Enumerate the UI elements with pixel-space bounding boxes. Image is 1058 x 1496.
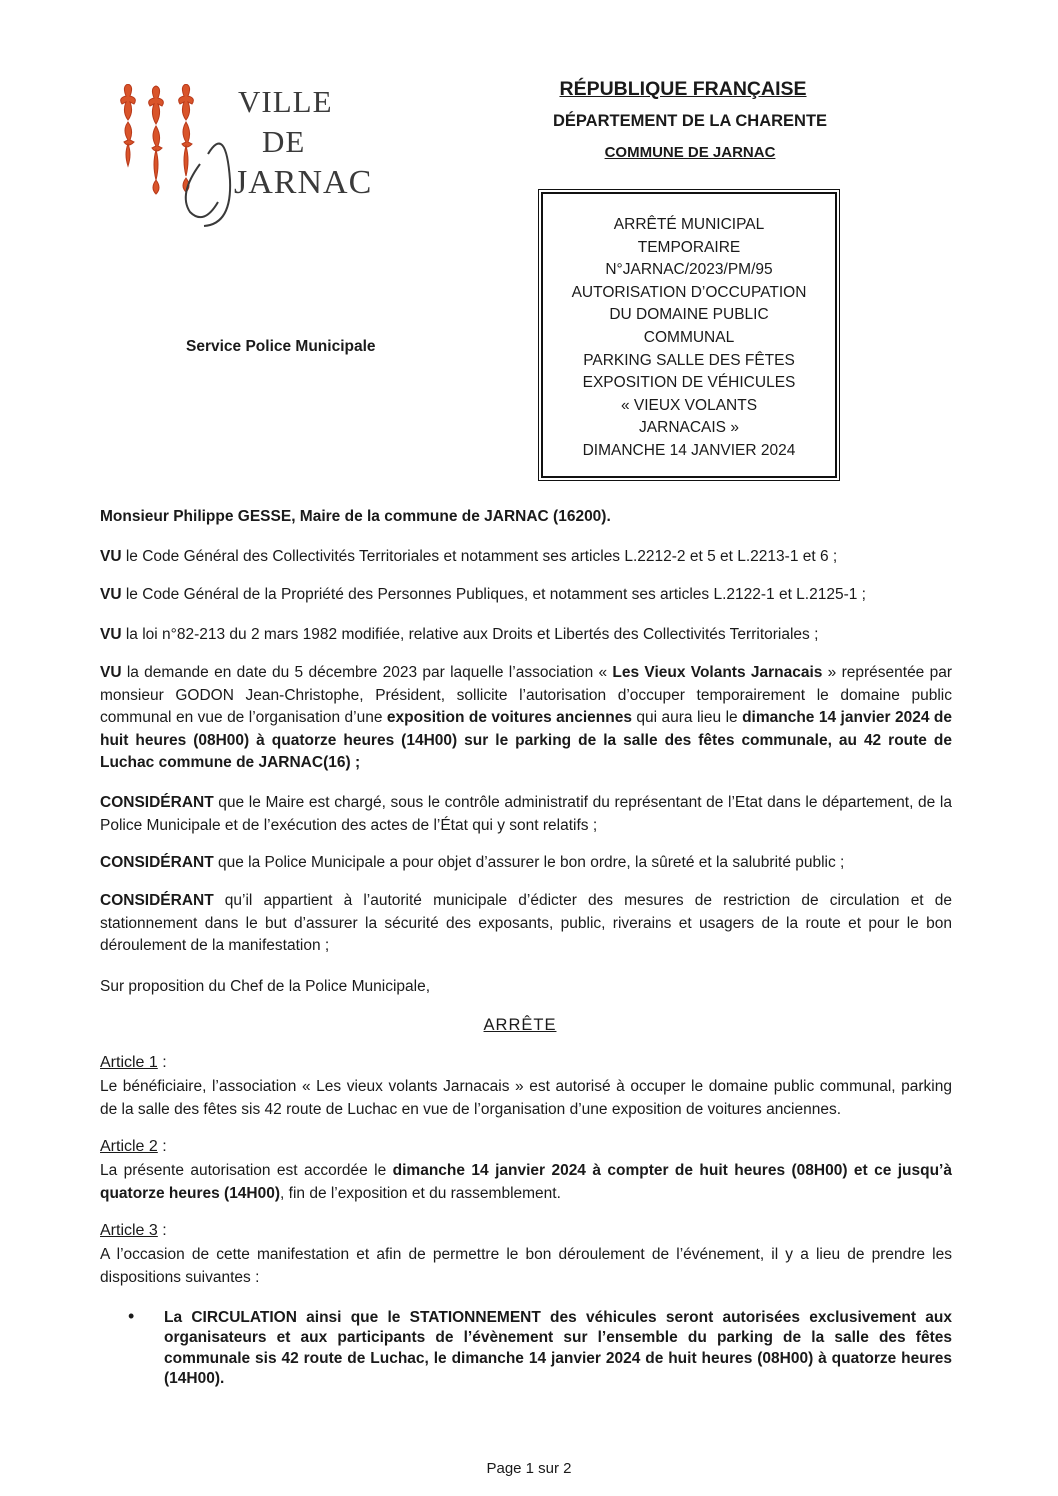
vu-keyword: VU xyxy=(100,626,122,643)
considerant-keyword: CONSIDÉRANT xyxy=(100,794,214,811)
article-2-text xyxy=(100,1160,952,1205)
logo-de-text: DE xyxy=(262,124,306,159)
article-1-text: Le bénéficiaire, l’association « Les vieux volants Jarnacais » est autorisé à occuper le domaine public communal, parking de la salle des fêtes sis 42 route de Luchac en vue de l’organisation d’une exposition de voitures anciennes. xyxy=(100,1078,952,1118)
arrete-title-lines xyxy=(543,214,835,463)
vu-keyword: VU xyxy=(100,548,122,565)
bullet-text: La CIRCULATION ainsi que le STATIONNEMENT des véhicules seront autorisées exclusivement aux organisateurs et aux participants de l’évènement sur l’ensemble du parking de la salle des fêtes communale sis 42 route de Luchac, le dimanche 14 janvier 2024 de huit heures (08H00) à quatorze heures (14H00). xyxy=(164,1309,952,1387)
article-1-heading xyxy=(100,1054,167,1072)
title-box-line: JARNACAIS » xyxy=(639,419,739,437)
title-box-line: COMMUNAL xyxy=(643,328,735,346)
proposition-line: Sur proposition du Chef de la Police Municipale, xyxy=(100,978,430,995)
considerant-keyword: CONSIDÉRANT xyxy=(100,854,214,871)
article-3-text: A l’occasion de cette manifestation et afin de permettre le bon déroulement de l’événement, il y a lieu de prendre les dispositions suivantes : xyxy=(100,1246,952,1286)
article-label: Article 3 xyxy=(100,1222,158,1239)
article-colon: : xyxy=(157,1054,167,1071)
article-date-text: dimanche 14 janvier 2024 à compter de huit heures (08H00) et ce jusqu’à quatorze heures (14H00) xyxy=(100,1162,952,1202)
vu-text: le Code Général des Collectivités Territoriales et notamment ses articles L.2212-2 et 5 et L.2213-1 et 6 ; xyxy=(121,548,838,565)
title-box-line: DU DOMAINE PUBLIC xyxy=(609,306,769,324)
logo-ville-text: VILLE xyxy=(238,84,333,119)
vu-keyword: VU xyxy=(100,664,122,681)
vu-paragraph-3 xyxy=(100,624,952,647)
article-2-heading xyxy=(100,1138,167,1156)
title-box-line: N°JARNAC/2023/PM/95 xyxy=(605,261,773,279)
republique-heading: RÉPUBLIQUE FRANÇAISE xyxy=(559,78,807,100)
exposition-text: exposition de voitures anciennes xyxy=(386,709,632,727)
title-box-line: TEMPORAIRE xyxy=(637,238,741,256)
page-number: Page 1 sur 2 xyxy=(486,1460,572,1477)
association-name: Les Vieux Volants Jarnacais xyxy=(612,664,823,681)
vu-paragraph-1 xyxy=(100,546,952,569)
vu-keyword: VU xyxy=(100,586,122,603)
logo-jarnac-text: JARNAC xyxy=(234,164,373,201)
considerant-text: que la Police Municipale a pour objet d’assurer le bon ordre, la sûreté et la salubrité public ; xyxy=(213,854,845,871)
article-label: Article 1 xyxy=(100,1054,158,1071)
mayor-line: Monsieur Philippe GESSE, Maire de la commune de JARNAC (16200). xyxy=(100,508,611,525)
article-text: La présente autorisation est accordée le xyxy=(100,1162,393,1179)
title-box-line: ARRÊTÉ MUNICIPAL xyxy=(613,216,765,233)
considerant-text: qu’il appartient à l’autorité municipale d’édicter des mesures de restriction de circulation et de stationnement dans le but d’assurer la sécurité des exposants, public, riverains et usagers de la route et pour le bon déroulement de la manifestation ; xyxy=(100,892,952,955)
vu-text: qui aura lieu le xyxy=(631,709,743,727)
commune-heading: COMMUNE DE JARNAC xyxy=(604,144,776,161)
article-colon: : xyxy=(157,1138,167,1155)
article-label: Article 2 xyxy=(100,1138,158,1155)
title-box-line: AUTORISATION D’OCCUPATION xyxy=(571,283,807,301)
article-3-heading xyxy=(100,1222,167,1240)
vu-paragraph-4 xyxy=(100,662,952,775)
departement-heading: DÉPARTEMENT DE LA CHARENTE xyxy=(552,112,828,130)
considerant-keyword: CONSIDÉRANT xyxy=(100,892,214,909)
considerant-paragraph-2 xyxy=(100,852,952,875)
considerant-text: que le Maire est chargé, sous le contrôle administratif du représentant de l’Etat dans le département, de la Police Municipale et de l’exécution des actes de l’État qui y sont relatifs ; xyxy=(100,794,952,834)
considerant-paragraph-3 xyxy=(100,890,952,958)
vu-paragraph-2 xyxy=(100,584,952,607)
vu-text: » représentée par monsieur GODON Jean-Christophe, Président, sollicite l’autorisation d’occuper temporairement le domaine public communal en vue de l’organisation d’une xyxy=(100,664,952,727)
fish-emblem xyxy=(121,84,230,226)
event-date-text: dimanche 14 janvier 2024 de huit heures (08H00) à quatorze heures (14H00) sur le parking de la salle des fêtes communale, au 42 route de Luchac commune de JARNAC(16) ; xyxy=(100,709,952,772)
article-colon: : xyxy=(157,1222,167,1239)
title-box-line: EXPOSITION DE VÉHICULES xyxy=(582,374,796,392)
title-box-line: PARKING SALLE DES FÊTES xyxy=(583,351,795,369)
bullet-point: • xyxy=(128,1306,135,1326)
vu-text: la loi n°82-213 du 2 mars 1982 modifiée, relative aux Droits et Libertés des Collectivités Territoriales ; xyxy=(121,626,819,643)
vu-text: la demande en date du 5 décembre 2023 par laquelle l’association « xyxy=(121,664,613,681)
service-label: Service Police Municipale xyxy=(186,338,376,355)
title-box-line: DIMANCHE 14 JANVIER 2024 xyxy=(582,441,796,459)
arrete-heading: ARRÊTE xyxy=(483,1016,557,1034)
vu-text: le Code Général de la Propriété des Personnes Publiques, et notamment ses articles L.2122-1 et L.2125-1 ; xyxy=(121,586,866,603)
article-text: , fin de l’exposition et du rassemblement. xyxy=(280,1184,561,1202)
title-box-line: « VIEUX VOLANTS xyxy=(620,396,758,414)
considerant-paragraph-1 xyxy=(100,792,952,837)
arrete-title-box xyxy=(541,192,837,478)
